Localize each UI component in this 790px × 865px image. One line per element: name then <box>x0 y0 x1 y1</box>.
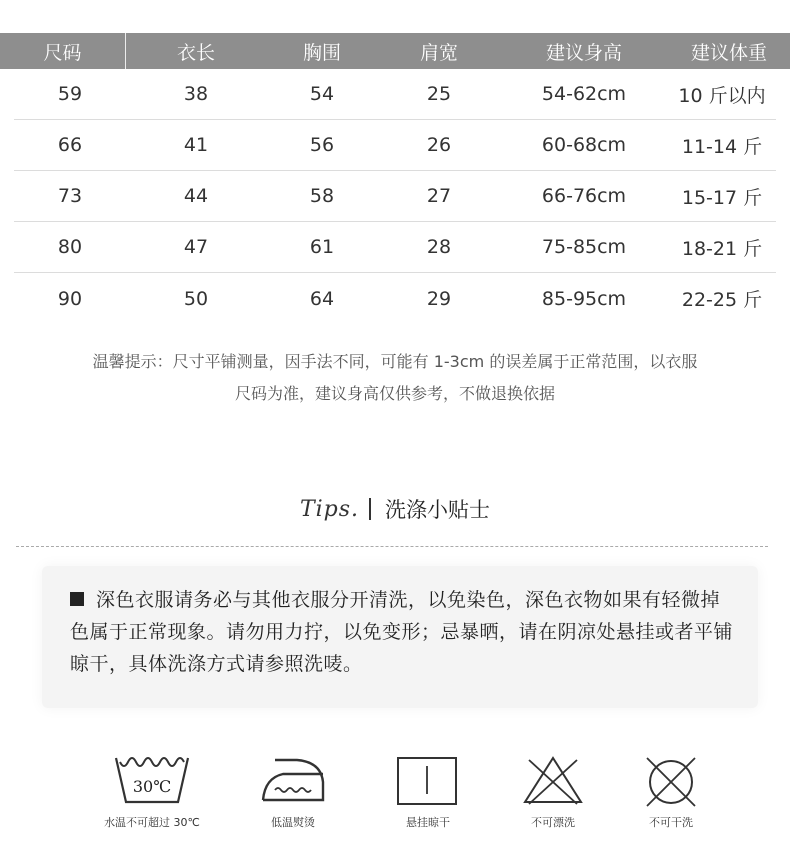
tips-heading <box>0 494 790 524</box>
care-label: 悬挂晾干 <box>406 816 450 829</box>
cell-size: 90 <box>57 287 83 310</box>
no-bleach-icon <box>513 752 593 808</box>
size-table-header <box>0 33 790 69</box>
cell-height: 75-85cm <box>541 236 627 258</box>
cell-height: 60-68cm <box>541 134 627 156</box>
wash-instructions-card <box>42 566 758 708</box>
table-row <box>14 171 776 222</box>
wash-temp-label: 30℃ <box>132 777 172 796</box>
size-notice <box>0 346 790 410</box>
tips-logo: Tips. <box>299 496 360 522</box>
care-label: 低温熨烫 <box>271 816 315 829</box>
cell-length: 47 <box>183 236 209 258</box>
header-shoulder: 肩宽 <box>419 41 458 64</box>
cell-chest: 61 <box>309 236 335 258</box>
header-size: 尺码 <box>0 33 126 69</box>
iron-icon <box>253 752 333 808</box>
cell-size: 59 <box>57 83 83 105</box>
dotted-divider <box>16 546 768 547</box>
wash-instructions <box>70 584 734 680</box>
notice-line-1: 温馨提示：尺寸平铺测量，因手法不同，可能有 1-3cm 的误差属于正常范围，以衣服 <box>92 352 698 371</box>
square-icon <box>70 592 84 606</box>
cell-shoulder: 28 <box>426 236 452 258</box>
cell-weight: 11-14 斤 <box>681 135 763 158</box>
table-row <box>14 69 776 120</box>
no-dry-clean-icon <box>631 752 711 808</box>
cell-length: 38 <box>183 83 209 105</box>
header-weight: 建议体重 <box>690 41 767 64</box>
table-row <box>14 273 776 324</box>
cell-chest: 54 <box>309 83 335 105</box>
cell-shoulder: 25 <box>426 83 452 105</box>
care-no-bleach <box>493 752 613 830</box>
cell-height: 54-62cm <box>541 83 627 105</box>
notice-line-2: 尺码为准，建议身高仅供参考，不做退换依据 <box>234 384 555 403</box>
cell-shoulder: 27 <box>426 185 452 207</box>
wash-tub-icon <box>112 752 192 808</box>
cell-weight: 22-25 斤 <box>681 289 763 311</box>
cell-shoulder: 26 <box>426 134 452 156</box>
care-label: 不可漂洗 <box>531 816 575 829</box>
cell-size: 80 <box>57 236 83 258</box>
care-iron-low <box>233 752 353 830</box>
cell-height: 85-95cm <box>541 287 627 310</box>
care-wash-30 <box>92 752 212 830</box>
size-table <box>0 33 790 324</box>
cell-weight: 10 斤以内 <box>678 84 766 107</box>
tips-divider <box>369 498 371 520</box>
cell-length: 44 <box>183 185 209 207</box>
cell-length: 41 <box>183 134 209 156</box>
table-row <box>14 120 776 171</box>
header-length: 衣长 <box>176 41 215 64</box>
cell-chest: 56 <box>309 134 335 156</box>
care-hang-dry <box>368 752 488 830</box>
cell-weight: 15-17 斤 <box>681 186 763 209</box>
table-row <box>14 222 776 273</box>
cell-weight: 18-21 斤 <box>681 237 763 260</box>
care-label: 水温不可超过 30℃ <box>104 816 200 829</box>
cell-shoulder: 29 <box>426 287 452 310</box>
cell-size: 66 <box>57 134 83 156</box>
cell-length: 50 <box>183 287 209 310</box>
cell-height: 66-76cm <box>541 185 627 207</box>
care-no-dry-clean <box>611 752 731 830</box>
care-label: 不可干洗 <box>649 816 693 829</box>
tips-title: 洗涤小贴士 <box>385 498 491 522</box>
cell-chest: 64 <box>309 287 335 310</box>
header-chest: 胸围 <box>302 41 341 64</box>
cell-size: 73 <box>57 185 83 207</box>
hang-dry-icon <box>388 752 468 808</box>
header-height: 建议身高 <box>545 41 622 64</box>
cell-chest: 58 <box>309 185 335 207</box>
wash-instructions-text: 深色衣服请务必与其他衣服分开清洗，以免染色，深色衣物如果有轻微掉色属于正常现象。请勿用力拧，以免变形；忌暴晒，请在阴凉处悬挂或者平铺晾干，具体洗涤方式请参照洗唛。 <box>70 589 734 675</box>
